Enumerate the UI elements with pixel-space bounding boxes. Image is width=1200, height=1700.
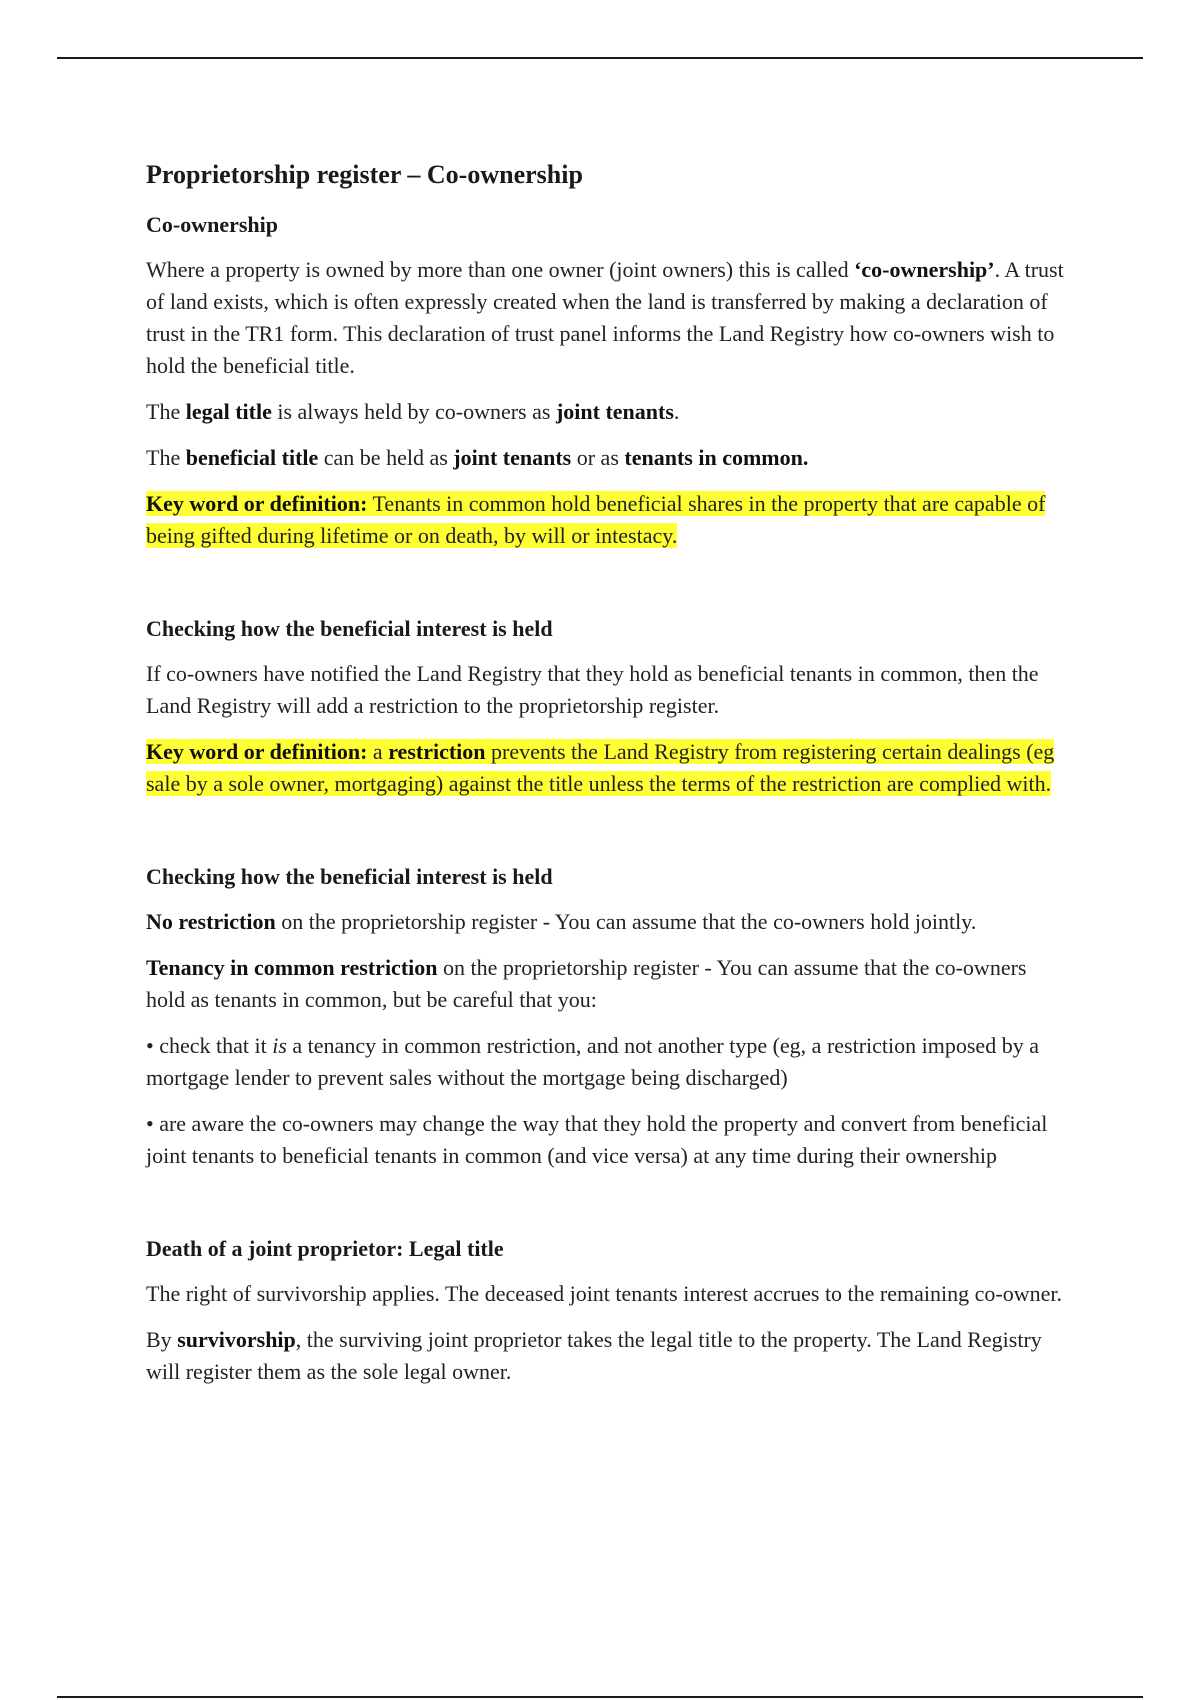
paragraph-right-of-survivorship: The right of survivorship applies. The deceased joint tenants interest accrues to the remaining co-owner. (146, 1281, 1062, 1306)
document-title: Proprietorship register – Co-ownership (146, 160, 583, 189)
bullet-change-of-holding: • are aware the co-owners may change the way that they hold the property and convert from beneficial joint tenants to beneficial tenants in common (and vice versa) at any time during their ownership (146, 1111, 1048, 1168)
section-gap (146, 566, 1066, 614)
key-definition-tenants-in-common: Key word or definition: Tenants in common hold beneficial shares in the property that are capable of being gifted during lifetime or on death, by will or intestacy. (146, 491, 1046, 548)
heading-death-of-joint-proprietor: Death of a joint proprietor: Legal title (146, 1236, 504, 1261)
heading-checking-beneficial-interest-2: Checking how the beneficial interest is held (146, 864, 553, 889)
bullet-check-restriction-type: • check that it is a tenancy in common restriction, and not another type (eg, a restriction imposed by a mortgage lender to prevent sales without the mortgage being discharged) (146, 1033, 1039, 1090)
section-gap (146, 1186, 1066, 1234)
top-rule (57, 57, 1143, 59)
bottom-rule (57, 1696, 1143, 1698)
paragraph-beneficial-title: The beneficial title can be held as joint tenants or as tenants in common. (146, 445, 809, 470)
paragraph-restriction-notice: If co-owners have notified the Land Registry that they hold as beneficial tenants in common, then the Land Registry will add a restriction to the proprietorship register. (146, 661, 1039, 718)
paragraph-no-restriction: No restriction on the proprietorship register - You can assume that the co-owners hold jointly. (146, 909, 977, 934)
paragraph-survivorship-registration: By survivorship, the surviving joint proprietor takes the legal title to the property. The Land Registry will register them as the sole legal owner. (146, 1327, 1042, 1384)
paragraph-co-ownership-definition: Where a property is owned by more than one owner (joint owners) this is called ‘co-ownership’. A trust of land exists, which is often expressly created when the land is transferred by making a declaration of trust in the TR1 form. This declaration of trust panel informs the Land Registry how co-owners wish to hold the beneficial title. (146, 257, 1064, 378)
page-content (146, 158, 1066, 1402)
heading-checking-beneficial-interest-1: Checking how the beneficial interest is held (146, 616, 553, 641)
heading-co-ownership: Co-ownership (146, 212, 279, 237)
paragraph-legal-title: The legal title is always held by co-owners as joint tenants. (146, 399, 680, 424)
key-definition-restriction: Key word or definition: a restriction prevents the Land Registry from registering certain dealings (eg sale by a sole owner, mortgaging) against the title unless the terms of the restriction are complied with. (146, 739, 1055, 796)
paragraph-tenancy-in-common-restriction: Tenancy in common restriction on the proprietorship register - You can assume that the co-owners hold as tenants in common, but be careful that you: (146, 955, 1027, 1012)
section-gap (146, 814, 1066, 862)
